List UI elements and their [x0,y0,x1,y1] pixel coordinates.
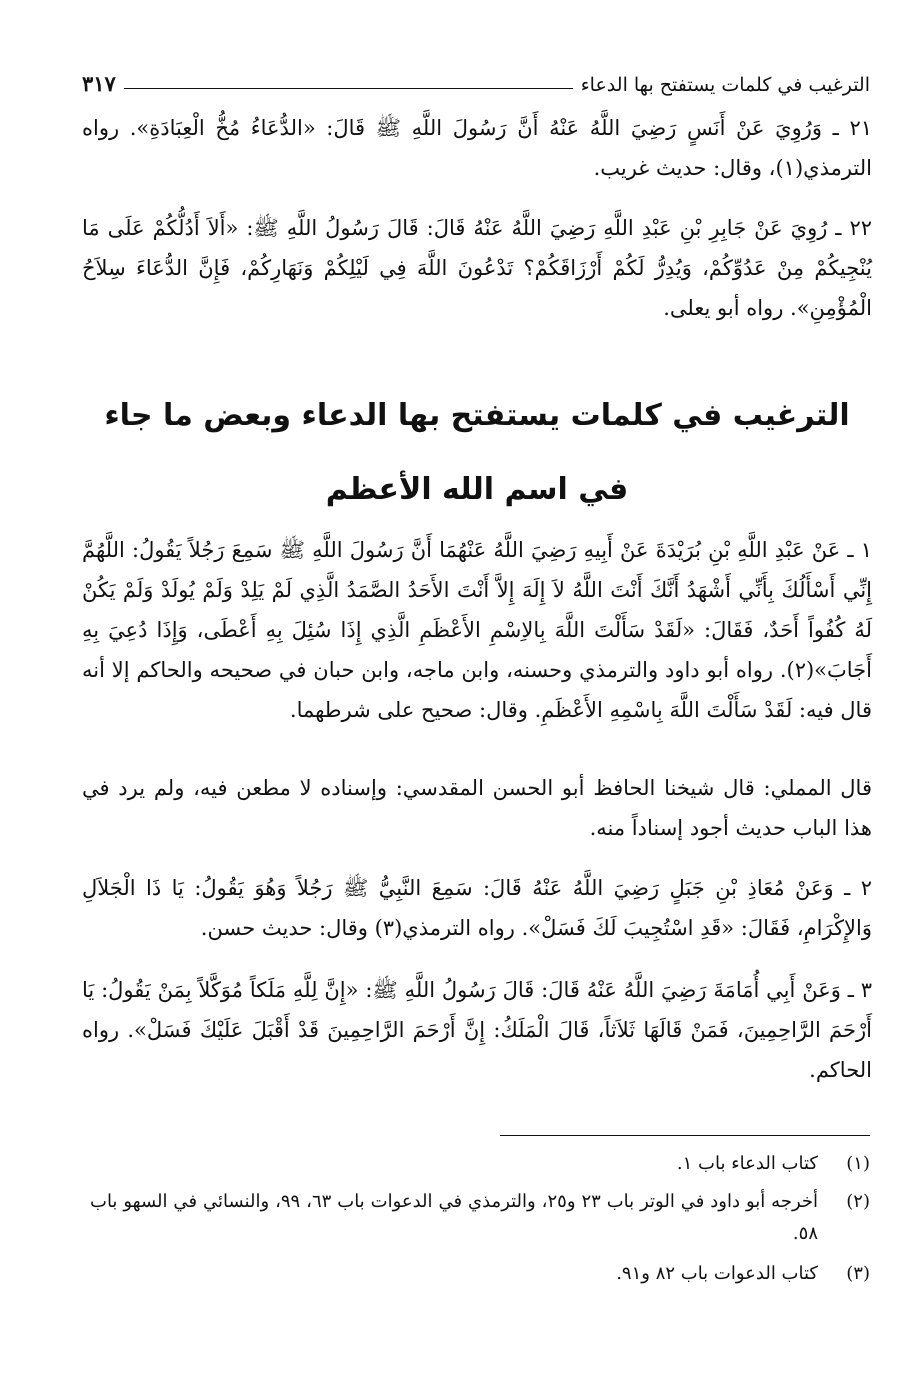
footnote-3 [90,1258,870,1290]
footnote-text: كتاب الدعوات باب ٨٢ و٩١. [616,1263,818,1284]
page-number: ٣١٧ [82,71,116,96]
hadith-3: ٣ ـ وَعَنْ أَبِي أُمَامَةَ رَضِيَ اللَّهُ عَنْهُ قَالَ: قَالَ رَسُولُ اللَّهِ ﷺ: «إِنَّ لِلَّهِ مَلَكاً مُوَكَّلاً بِمَنْ يَقُولُ: يَا أَرْحَمَ الرَّاحِمِينَ، فَمَنْ قَالَهَا ثَلاَثاً، قَالَ الْمَلَكُ: إِنَّ أَرْحَمَ الرَّاحِمِينَ قَدْ أَقْبَلَ عَلَيْكَ فَسَلْ». رواه الحاكم. [82,978,872,1082]
running-title: الترغيب في كلمات يستفتح بها الدعاء [580,74,870,96]
footnote-separator [500,1135,870,1136]
page-header [82,62,870,96]
hadith-1: ١ ـ عَنْ عَبْدِ اللَّهِ بْنِ بُرَيْدَةَ عَنْ أَبِيهِ رَضِيَ اللَّهُ عَنْهُمَا أَنَّ رَسُولَ اللَّهِ ﷺ سَمِعَ رَجُلاً يَقُولُ: اللَّهُمَّ إِنِّي أَسْأَلُكَ بِأَنِّي أَشْهَدُ أَنَّكَ أَنْتَ اللَّهُ لاَ إِلَهَ إِلاَّ أَنْتَ الأَحَدُ الصَّمَدُ الَّذِي لَمْ يَلِدْ وَلَمْ يُولَدْ وَلَمْ يَكُنْ لَهُ كُفُواً أَحَدٌ، فَقَالَ: «لَقَدْ سَأَلْتَ اللَّهَ بِالاِسْمِ الأَعْظَمِ الَّذِي إِذَا سُئِلَ بِهِ أَعْطَى، وَإِذَا دُعِيَ بِهِ أَجَابَ»(٢). رواه أبو داود والترمذي وحسنه، وابن ماجه، وابن حبان في صحيحه والحاكم إلا أنه قال فيه: لَقَدْ سَأَلْتَ اللَّهَ بِاسْمِهِ الأَعْظَمِ. وقال: صحيح على شرطهما. [82,538,872,722]
hadith-22: ٢٢ ـ رُوِيَ عَنْ جَابِرِ بْنِ عَبْدِ اللَّهِ رَضِيَ اللَّهُ عَنْهُ قَالَ: قَالَ رَسُولُ اللَّهِ ﷺ: «أَلاَ أَدُلُّكُمْ عَلَى مَا يُنْجِيكُمْ مِنْ عَدُوِّكُمْ، وَيُدِرُّ لَكُمْ أَرْزَاقَكُمْ؟ تَدْعُونَ اللَّهَ فِي لَيْلِكُمْ وَنَهَارِكُمْ، فَإِنَّ الدُّعَاءَ سِلاَحُ الْمُؤْمِنِ». رواه أبو يعلى. [82,216,872,320]
hadith-2: ٢ ـ وَعَنْ مُعَاذِ بْنِ جَبَلٍ رَضِيَ اللَّهُ عَنْهُ قَالَ: سَمِعَ النَّبِيُّ ﷺ رَجُلاً وَهُوَ يَقُولُ: يَا ذَا الْجَلاَلِ وَالإِكْرَامِ، فَقَالَ: «قَدِ اسْتُجِيبَ لَكَ فَسَلْ». رواه الترمذي(٣) وقال: حديث حسن. [82,876,872,940]
footnote-number: (٣) [846,1263,870,1284]
chapter-title-line-2: في اسم الله الأعظم [325,472,629,507]
footnote-1 [90,1148,870,1180]
hadith-21: ٢١ ـ وَرُوِيَ عَنْ أَنَسٍ رَضِيَ اللَّهُ عَنْهُ أَنَّ رَسُولَ اللَّهِ ﷺ قَالَ: «الدُّعَاءُ مُخُّ الْعِبَادَةِ». رواه الترمذي(١)، وقال: حديث غريب. [82,116,872,180]
footnote-number: (١) [846,1153,870,1174]
commentary-mumli: قال المملي: قال شيخنا الحافظ أبو الحسن المقدسي: وإسناده لا مطعن فيه، ولم يرد في هذا الباب حديث أجود إسناداً منه. [82,776,872,840]
footnote-2 [90,1186,870,1250]
chapter-title-line-1: الترغيب في كلمات يستفتح بها الدعاء وبعض ما جاء [104,398,850,433]
footnote-text: كتاب الدعاء باب ١. [676,1153,818,1174]
footnote-number: (٢) [846,1191,870,1212]
footnote-text: أخرجه أبو داود في الوتر باب ٢٣ و٢٥، والترمذي في الدعوات باب ٦٣، ٩٩، والنسائي في السهو باب ٥٨. [90,1191,819,1244]
header-rule [124,88,573,89]
